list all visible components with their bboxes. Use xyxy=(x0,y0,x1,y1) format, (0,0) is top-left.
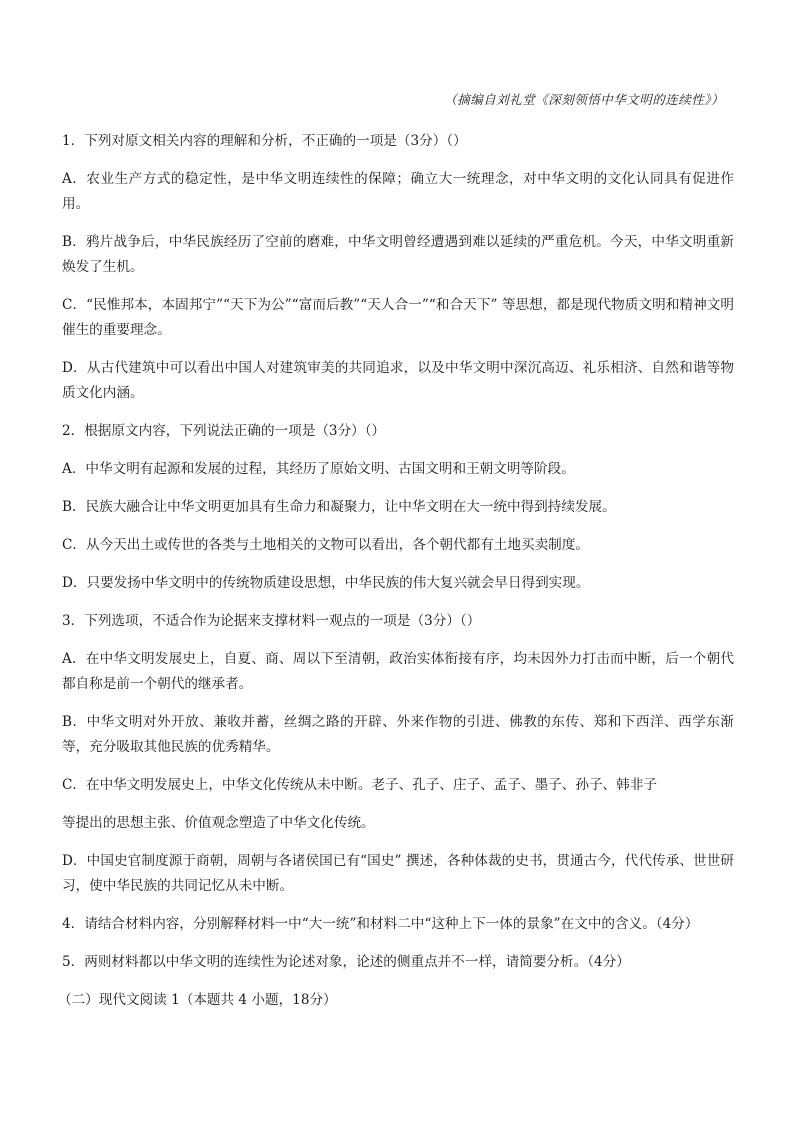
question-2-stem: 2．根据原文内容，下列说法正确的一项是（3分）（） xyxy=(62,423,386,439)
question-2-option-b: B．民族大融合让中华文明更加具有生命力和凝聚力，让中华文明在大一统中得到持续发展。 xyxy=(62,499,616,515)
question-3-stem: 3．下列选项，不适合作为论据来支撑材料一观点的一项是（3分）（） xyxy=(62,613,481,629)
question-3-option-b: B．中华文明对外开放、兼收并蓄，丝绸之路的开辟、外来作物的引进、佛教的东传、郑和下西洋、西学东渐等，充分吸取其他民族的优秀精华。 xyxy=(62,714,734,755)
section-heading: （二）现代文阅读 1（本题共 4 小题，18分） xyxy=(58,992,337,1008)
question-1-stem: 1．下列对原文相关内容的理解和分析，不正确的一项是（3分）（） xyxy=(62,133,467,149)
question-5: 5．两则材料都以中华文明的连续性为论述对象，论述的侧重点并不一样，请简要分析。（4分） xyxy=(62,954,630,970)
question-2-option-c: C．从今天出土或传世的各类与土地相关的文物可以看出，各个朝代都有土地买卖制度。 xyxy=(62,537,589,553)
question-1-option-b: B．鸦片战争后，中华民族经历了空前的磨难，中华文明曾经遭遇到难以延续的严重危机。今天，中华文明重新焕发了生机。 xyxy=(62,234,734,275)
question-3-option-d: D．中国史官制度源于商朝，周朝与各诸侯国已有“国史” 撰述，各种体裁的史书，贯通古今，代代传承、世世研习，使中华民族的共同记忆从未中断。 xyxy=(62,853,734,894)
question-3-option-a: A．在中华文明发展史上，自夏、商、周以下至清朝，政治实体衔接有序，均未因外力打击而中断，后一个朝代都自称是前一个朝代的继承者。 xyxy=(62,651,734,692)
question-list xyxy=(58,129,734,1013)
question-3-option-c: C．在中华文明发展史上，中华文化传统从未中断。老子、孔子、庄子、孟子、墨子、孙子、韩非子 xyxy=(62,777,657,793)
question-2-option-a: A．中华文明有起源和发展的过程，其经历了原始文明、古国文明和王朝文明等阶段。 xyxy=(62,461,575,477)
question-3-option-c-continued: 等提出的思想主张、价值观念塑造了中华文化传统。 xyxy=(62,815,375,831)
source-citation: （摘编自刘礼堂《深刻领悟中华文明的连续性》） xyxy=(444,92,724,107)
question-4: 4．请结合材料内容，分别解释材料一中“大一统”和材料二中“这种上下一体的景象”在文中的含义。（4分） xyxy=(62,916,699,932)
question-1-option-c: C．“民惟邦本，本固邦宁”“天下为公”“富而后教”“天人合一”“和合天下” 等思想，都是现代物质文明和精神文明催生的重要理念。 xyxy=(62,297,734,338)
question-1-option-a: A．农业生产方式的稳定性，是中华文明连续性的保障；确立大一统理念，对中华文明的文化认同具有促进作用。 xyxy=(62,171,734,212)
question-1-option-d: D．从古代建筑中可以看出中国人对建筑审美的共同追求，以及中华文明中深沉高迈、礼乐相济、自然和谐等物质文化内涵。 xyxy=(62,360,734,401)
question-2-option-d: D．只要发扬中华文明中的传统物质建设思想，中华民族的伟大复兴就会早日得到实现。 xyxy=(62,575,590,591)
